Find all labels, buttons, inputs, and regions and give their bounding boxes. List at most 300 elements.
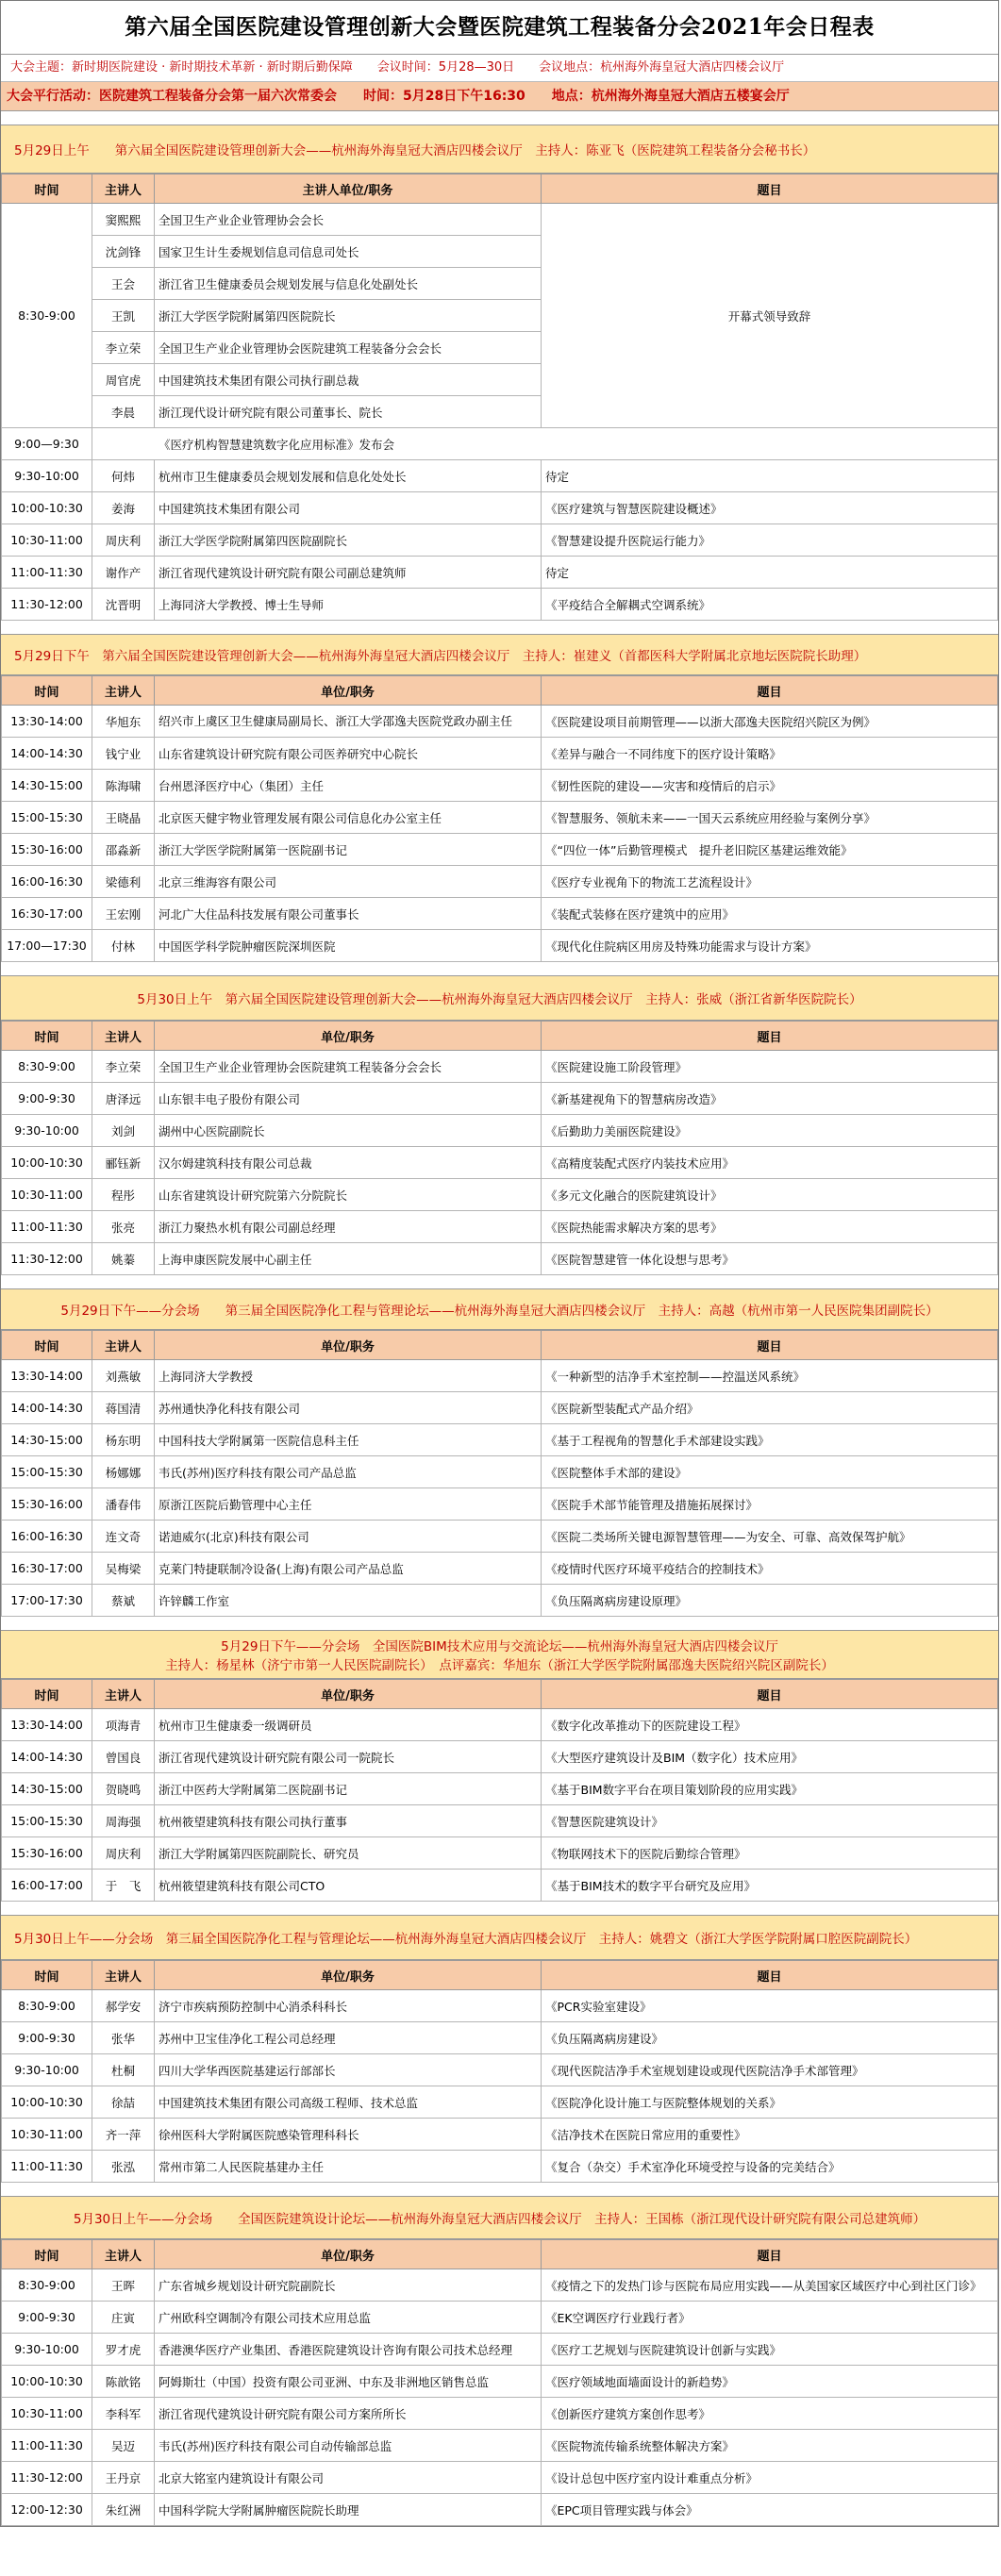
- cell-speaker: 项海青: [92, 1709, 155, 1741]
- cell-time: 16:00-16:30: [2, 1521, 92, 1553]
- cell-time: 11:00-11:30: [2, 557, 92, 589]
- cell-topic: 《疫情之下的发热门诊与医院布局应用实践——从美国家区域医疗中心到社区门诊》: [542, 2269, 998, 2302]
- cell-speaker: 蒋国清: [92, 1392, 155, 1424]
- table-row: [2, 204, 998, 236]
- table-header-row: [2, 175, 998, 204]
- cell-affiliation: 原浙江医院后勤管理中心主任: [155, 1488, 542, 1521]
- table-row: [2, 524, 998, 557]
- cell-time: 14:30-15:00: [2, 770, 92, 802]
- session-table: [1, 2239, 998, 2526]
- cell-affiliation: 许锌麟工作室: [155, 1585, 542, 1617]
- cell-speaker: 曾国良: [92, 1741, 155, 1773]
- cell-affiliation: 浙江现代设计研究院有限公司董事长、院长: [155, 396, 542, 428]
- table-header-row: [2, 2240, 998, 2269]
- cell-affiliation: 杭州筱望建筑科技有限公司执行董事: [155, 1805, 542, 1837]
- cell-affiliation: 山东银丰电子股份有限公司: [155, 1083, 542, 1115]
- header-topic: 题目: [542, 1680, 998, 1709]
- table-row: [2, 1424, 998, 1456]
- cell-speaker: 王晖: [92, 2269, 155, 2302]
- cell-speaker: 潘春伟: [92, 1488, 155, 1521]
- cell-speaker: 周官虎: [92, 364, 155, 396]
- session-banner: [1, 1630, 998, 1679]
- cell-speaker: 陈海啸: [92, 770, 155, 802]
- cell-speaker: 吴梅梁: [92, 1553, 155, 1585]
- conference-theme-line: 大会主题：新时期医院建设 · 新时期技术革新 · 新时期后勤保障 会议时间：5月28—30日 会议地点：杭州海外海皇冠大酒店四楼会议厅: [1, 55, 998, 82]
- table-header-row: [2, 1961, 998, 1990]
- table-row: [2, 706, 998, 738]
- cell-topic: 《物联网技术下的医院后勤综合管理》: [542, 1837, 998, 1870]
- cell-affiliation: 上海同济大学教授、博士生导师: [155, 589, 542, 621]
- table-row: [2, 2054, 998, 2086]
- cell-topic: 《医院净化设计施工与医院整体规划的关系》: [542, 2086, 998, 2119]
- table-row: [2, 1870, 998, 1902]
- cell-speaker: 杨东明: [92, 1424, 155, 1456]
- cell-speaker: 刘燕敏: [92, 1360, 155, 1392]
- table-row: [2, 428, 998, 460]
- header-affiliation: 单位/职务: [155, 1680, 542, 1709]
- table-row: [2, 557, 998, 589]
- cell-topic: 《医院手术部节能管理及措施拓展探讨》: [542, 1488, 998, 1521]
- cell-speaker: 周庆利: [92, 524, 155, 557]
- cell-topic: 《“四位一体”后勤管理模式 提升老旧院区基建运维效能》: [542, 834, 998, 866]
- header-time: 时间: [2, 1022, 92, 1051]
- cell-affiliation: 浙江省现代建筑设计研究院有限公司一院院长: [155, 1741, 542, 1773]
- cell-speaker: 姜海: [92, 492, 155, 524]
- header-speaker: 主讲人: [92, 1331, 155, 1360]
- cell-topic: 《医疗领域地面墙面设计的新趋势》: [542, 2366, 998, 2398]
- table-header-row: [2, 676, 998, 706]
- cell-speaker: 李立荣: [92, 332, 155, 364]
- cell-affiliation: 台州恩泽医疗中心（集团）主任: [155, 770, 542, 802]
- cell-time: 13:30-14:00: [2, 1709, 92, 1741]
- cell-topic: 《医疗专业视角下的物流工艺流程设计》: [542, 866, 998, 898]
- cell-time: 14:00-14:30: [2, 738, 92, 770]
- table-row: [2, 1709, 998, 1741]
- cell-speaker: 朱红洲: [92, 2494, 155, 2526]
- cell-topic: 《新基建视角下的智慧病房改造》: [542, 1083, 998, 1115]
- cell-speaker: 沈晋明: [92, 589, 155, 621]
- cell-affiliation: 杭州筱望建筑科技有限公司CTO: [155, 1870, 542, 1902]
- cell-time: 15:00-15:30: [2, 1805, 92, 1837]
- cell-topic: 《医院二类场所关键电源智慧管理——为安全、可靠、高效保驾护航》: [542, 1521, 998, 1553]
- cell-affiliation: 杭州市卫生健康委员会规划发展和信息化处处长: [155, 460, 542, 492]
- section-spacer: [1, 2183, 998, 2196]
- cell-speaker: 于 飞: [92, 1870, 155, 1902]
- cell-affiliation: 全国卫生产业企业管理协会会长: [155, 204, 542, 236]
- cell-speaker: 周庆利: [92, 1837, 155, 1870]
- cell-speaker: 周海强: [92, 1805, 155, 1837]
- cell-time: 13:30-14:00: [2, 706, 92, 738]
- cell-speaker: 刘剑: [92, 1115, 155, 1147]
- session-banner-line: 5月29日下午 第六届全国医院建设管理创新大会——杭州海外海皇冠大酒店四楼会议厅 主持人：崔建义（首都医科大学附属北京地坛医院院长助理）: [14, 649, 867, 664]
- cell-affiliation: 全国卫生产业企业管理协会医院建筑工程装备分会会长: [155, 1051, 542, 1083]
- cell-topic: 《基于BIM技术的数字平台研究及应用》: [542, 1870, 998, 1902]
- session-table: [1, 1679, 998, 1902]
- header-topic: 题目: [542, 1961, 998, 1990]
- cell-time: 16:30-17:00: [2, 1553, 92, 1585]
- header-affiliation: 单位/职务: [155, 2240, 542, 2269]
- cell-time: 9:00-9:30: [2, 2022, 92, 2054]
- header-topic: 题目: [542, 676, 998, 706]
- cell-speaker: 窦熙熙: [92, 204, 155, 236]
- session-table: [1, 675, 998, 962]
- cell-topic: 《数字化改革推动下的医院建设工程》: [542, 1709, 998, 1741]
- section-spacer: [1, 1902, 998, 1915]
- session-banner: [1, 975, 998, 1021]
- header-affiliation: 单位/职务: [155, 1022, 542, 1051]
- cell-topic: 《大型医疗建筑设计及BIM（数字化）技术应用》: [542, 1741, 998, 1773]
- cell-affiliation: 山东省建筑设计研究院有限公司医养研究中心院长: [155, 738, 542, 770]
- cell-speaker: 谢作产: [92, 557, 155, 589]
- cell-affiliation: 杭州市卫生健康委一级调研员: [155, 1709, 542, 1741]
- cell-topic: 《差异与融合一不同纬度下的医疗设计策略》: [542, 738, 998, 770]
- cell-speaker: 庄寅: [92, 2302, 155, 2334]
- cell-affiliation: 中国医学科学院肿瘤医院深圳医院: [155, 930, 542, 962]
- cell-affiliation: 全国卫生产业企业管理协会医院建筑工程装备分会会长: [155, 332, 542, 364]
- table-row: [2, 589, 998, 621]
- cell-time: 16:30-17:00: [2, 898, 92, 930]
- table-row: [2, 1990, 998, 2022]
- header-time: 时间: [2, 2240, 92, 2269]
- cell-affiliation: 浙江力聚热水机有限公司副总经理: [155, 1211, 542, 1243]
- cell-topic: 《洁净技术在医院日常应用的重要性》: [542, 2119, 998, 2151]
- cell-affiliation: 韦氏(苏州)医疗科技有限公司自动传输部总监: [155, 2430, 542, 2462]
- cell-time: 10:00-10:30: [2, 492, 92, 524]
- table-row: [2, 1083, 998, 1115]
- cell-topic: 《装配式装修在医疗建筑中的应用》: [542, 898, 998, 930]
- cell-topic: 《创新医疗建筑方案创作思考》: [542, 2398, 998, 2430]
- cell-topic: 《现代医院洁净手术室规划建设或现代医院洁净手术部管理》: [542, 2054, 998, 2086]
- cell-affiliation: 苏州通快净化科技有限公司: [155, 1392, 542, 1424]
- section-spacer: [1, 1617, 998, 1630]
- cell-topic: 《一种新型的洁净手术室控制——控温送风系统》: [542, 1360, 998, 1392]
- cell-topic: 《韧性医院的建设——灾害和疫情后的启示》: [542, 770, 998, 802]
- cell-affiliation: 广州欧科空调制冷有限公司技术应用总监: [155, 2302, 542, 2334]
- session-table: [1, 1330, 998, 1617]
- cell-time: 15:30-16:00: [2, 1837, 92, 1870]
- cell-time: 14:00-14:30: [2, 1741, 92, 1773]
- cell-topic: 待定: [542, 557, 998, 589]
- header-speaker: 主讲人: [92, 2240, 155, 2269]
- table-row: [2, 1805, 998, 1837]
- cell-speaker: 徐喆: [92, 2086, 155, 2119]
- table-row: [2, 1741, 998, 1773]
- table-row: [2, 2119, 998, 2151]
- cell-speaker: 何炜: [92, 460, 155, 492]
- cell-topic: 《设计总包中医疗室内设计难重点分析》: [542, 2462, 998, 2494]
- cell-speaker: 王晓晶: [92, 802, 155, 834]
- section-spacer: [1, 1275, 998, 1288]
- cell-time: 9:30-10:00: [2, 1115, 92, 1147]
- header-affiliation: 单位/职务: [155, 1331, 542, 1360]
- cell-affiliation: 中国建筑技术集团有限公司执行副总裁: [155, 364, 542, 396]
- cell-time: 16:00-17:00: [2, 1870, 92, 1902]
- cell-time: 11:00-11:30: [2, 2151, 92, 2183]
- cell-span-topic: 《医疗机构智慧建筑数字化应用标准》发布会: [92, 428, 998, 460]
- cell-speaker: 程彤: [92, 1179, 155, 1211]
- cell-topic: 《医院建设项目前期管理——以浙大邵逸夫医院绍兴院区为例》: [542, 706, 998, 738]
- parallel-activity-line: 大会平行活动：医院建筑工程装备分会第一届六次常委会 时间：5月28日下午16:30 地点：杭州海外海皇冠大酒店五楼宴会厅: [1, 82, 998, 111]
- cell-time: 11:00-11:30: [2, 2430, 92, 2462]
- cell-affiliation: 湖州中心医院副院长: [155, 1115, 542, 1147]
- table-row: [2, 1179, 998, 1211]
- table-row: [2, 802, 998, 834]
- cell-speaker: 付林: [92, 930, 155, 962]
- header-speaker: 主讲人: [92, 1961, 155, 1990]
- cell-speaker: 华旭东: [92, 706, 155, 738]
- header-affiliation: 单位/职务: [155, 676, 542, 706]
- cell-topic: 《疫情时代医疗环境平疫结合的控制技术》: [542, 1553, 998, 1585]
- table-row: [2, 1115, 998, 1147]
- cell-speaker: 王丹京: [92, 2462, 155, 2494]
- cell-speaker: 王会: [92, 268, 155, 300]
- cell-topic: 《负压隔离病房建设》: [542, 2022, 998, 2054]
- cell-time: 15:30-16:00: [2, 1488, 92, 1521]
- section-spacer: [1, 621, 998, 634]
- session-banner-line: 主持人：杨星林（济宁市第一人民医院副院长） 点评嘉宾：华旭东（浙江大学医学院附属邵逸夫医院绍兴院区副院长）: [165, 1658, 834, 1673]
- cell-topic: 《负压隔离病房建设原理》: [542, 1585, 998, 1617]
- cell-time: 17:00-17:30: [2, 1585, 92, 1617]
- table-row: [2, 738, 998, 770]
- table-row: [2, 866, 998, 898]
- table-row: [2, 1147, 998, 1179]
- session-banner: [1, 1288, 998, 1330]
- cell-affiliation: 苏州中卫宝佳净化工程公司总经理: [155, 2022, 542, 2054]
- table-row: [2, 1521, 998, 1553]
- cell-time: 10:30-11:00: [2, 524, 92, 557]
- cell-time: 11:30-12:00: [2, 1243, 92, 1275]
- session-sections: [1, 111, 998, 2526]
- cell-affiliation: 浙江中医药大学附属第二医院副书记: [155, 1773, 542, 1805]
- cell-speaker: 姚蓁: [92, 1243, 155, 1275]
- cell-speaker: 李立荣: [92, 1051, 155, 1083]
- cell-topic: 《医疗工艺规划与医院建筑设计创新与实践》: [542, 2334, 998, 2366]
- cell-speaker: 张华: [92, 2022, 155, 2054]
- cell-topic: 《医院智慧建管一体化设想与思考》: [542, 1243, 998, 1275]
- cell-affiliation: 浙江大学医学院附属第四医院副院长: [155, 524, 542, 557]
- cell-affiliation: 中国科学院大学附属肿瘤医院院长助理: [155, 2494, 542, 2526]
- cell-speaker: 李科军: [92, 2398, 155, 2430]
- cell-affiliation: 浙江大学医学院附属第一医院副书记: [155, 834, 542, 866]
- table-row: [2, 2302, 998, 2334]
- table-row: [2, 2494, 998, 2526]
- cell-affiliation: 广东省城乡规划设计研究院副院长: [155, 2269, 542, 2302]
- cell-affiliation: 济宁市疾病预防控制中心消杀科科长: [155, 1990, 542, 2022]
- cell-affiliation: 四川大学华西医院基建运行部部长: [155, 2054, 542, 2086]
- cell-topic: 待定: [542, 460, 998, 492]
- cell-affiliation: 韦氏(苏州)医疗科技有限公司产品总监: [155, 1456, 542, 1488]
- cell-topic: 《医院建设施工阶段管理》: [542, 1051, 998, 1083]
- cell-time: 10:30-11:00: [2, 2398, 92, 2430]
- table-row: [2, 1773, 998, 1805]
- cell-time: 10:00-10:30: [2, 2366, 92, 2398]
- session-banner-line: 5月29日下午——分会场 全国医院BIM技术应用与交流论坛——杭州海外海皇冠大酒店四楼会议厅: [221, 1639, 778, 1654]
- cell-topic: 《智慧建设提升医院运行能力》: [542, 524, 998, 557]
- table-header-row: [2, 1680, 998, 1709]
- table-row: [2, 930, 998, 962]
- table-row: [2, 2430, 998, 2462]
- cell-affiliation: 上海申康医院发展中心副主任: [155, 1243, 542, 1275]
- table-row: [2, 492, 998, 524]
- cell-affiliation: 山东省建筑设计研究院第六分院院长: [155, 1179, 542, 1211]
- cell-speaker: 蔡斌: [92, 1585, 155, 1617]
- table-row: [2, 1456, 998, 1488]
- cell-speaker: 贺晓鸣: [92, 1773, 155, 1805]
- table-row: [2, 1051, 998, 1083]
- header-topic: 题目: [542, 1022, 998, 1051]
- table-row: [2, 1243, 998, 1275]
- cell-speaker: 杜桐: [92, 2054, 155, 2086]
- session-banner-line: 5月30日上午 第六届全国医院建设管理创新大会——杭州海外海皇冠大酒店四楼会议厅 主持人：张威（浙江省新华医院院长）: [137, 992, 862, 1007]
- header-speaker: 主讲人: [92, 676, 155, 706]
- cell-affiliation: 常州市第二人民医院基建办主任: [155, 2151, 542, 2183]
- table-row: [2, 2269, 998, 2302]
- table-header-row: [2, 1022, 998, 1051]
- table-row: [2, 1837, 998, 1870]
- cell-topic: 《医院整体手术部的建设》: [542, 1456, 998, 1488]
- cell-speaker: 陈歆铭: [92, 2366, 155, 2398]
- cell-time: 14:30-15:00: [2, 1773, 92, 1805]
- cell-speaker: 梁德利: [92, 866, 155, 898]
- header-speaker: 主讲人: [92, 175, 155, 204]
- header-time: 时间: [2, 676, 92, 706]
- table-row: [2, 2086, 998, 2119]
- cell-affiliation: 中国建筑技术集团有限公司高级工程师、技术总监: [155, 2086, 542, 2119]
- cell-topic: 《医疗建筑与智慧医院建设概述》: [542, 492, 998, 524]
- header-topic: 题目: [542, 175, 998, 204]
- cell-time: 9:00-9:30: [2, 1083, 92, 1115]
- cell-speaker: 齐一萍: [92, 2119, 155, 2151]
- cell-time: 9:30-10:00: [2, 2054, 92, 2086]
- cell-time: 8:30-9:00: [2, 1051, 92, 1083]
- session-banner: [1, 125, 998, 174]
- header-time: 时间: [2, 175, 92, 204]
- session-table: [1, 174, 998, 621]
- cell-time: 11:00-11:30: [2, 1211, 92, 1243]
- cell-speaker: 郝学安: [92, 1990, 155, 2022]
- session-banner-line: 5月29日下午——分会场 第三届全国医院净化工程与管理论坛——杭州海外海皇冠大酒店四楼会议厅 主持人：高越（杭州市第一人民医院集团副院长）: [60, 1304, 939, 1319]
- table-row: [2, 460, 998, 492]
- cell-time: 12:00-12:30: [2, 2494, 92, 2526]
- table-row: [2, 2022, 998, 2054]
- cell-affiliation: 汉尔姆建筑科技有限公司总裁: [155, 1147, 542, 1179]
- cell-affiliation: 国家卫生计生委规划信息司信息司处长: [155, 236, 542, 268]
- cell-affiliation: 中国科技大学附属第一医院信息科主任: [155, 1424, 542, 1456]
- cell-time: 8:30-9:00: [2, 204, 92, 428]
- cell-affiliation: 徐州医科大学附属医院感染管理科科长: [155, 2119, 542, 2151]
- session-banner-line: 5月29日上午 第六届全国医院建设管理创新大会——杭州海外海皇冠大酒店四楼会议厅 主持人：陈亚飞（医院建筑工程装备分会秘书长）: [14, 143, 816, 158]
- section-spacer: [1, 111, 998, 125]
- cell-time: 9:00—9:30: [2, 428, 92, 460]
- header-speaker: 主讲人: [92, 1022, 155, 1051]
- session-table: [1, 1960, 998, 2183]
- cell-time: 13:30-14:00: [2, 1360, 92, 1392]
- table-row: [2, 2366, 998, 2398]
- cell-affiliation: 中国建筑技术集团有限公司: [155, 492, 542, 524]
- cell-time: 10:30-11:00: [2, 2119, 92, 2151]
- cell-affiliation: 河北广大住品科技发展有限公司董事长: [155, 898, 542, 930]
- cell-topic: 《现代化住院病区用房及特殊功能需求与设计方案》: [542, 930, 998, 962]
- header-affiliation: 单位/职务: [155, 1961, 542, 1990]
- cell-affiliation: 浙江省现代建筑设计研究院有限公司方案所所长: [155, 2398, 542, 2430]
- cell-topic: 《医院新型装配式产品介绍》: [542, 1392, 998, 1424]
- cell-topic: 《智慧服务、领航未来——一国天云系统应用经验与案例分享》: [542, 802, 998, 834]
- cell-speaker: 沈剑锋: [92, 236, 155, 268]
- session-banner: [1, 634, 998, 675]
- cell-topic: 《医院热能需求解决方案的思考》: [542, 1211, 998, 1243]
- cell-topic: 《PCR实验室建设》: [542, 1990, 998, 2022]
- session-banner-line: 5月30日上午——分会场 全国医院建筑设计论坛——杭州海外海皇冠大酒店四楼会议厅 主持人：王国栋（浙江现代设计研究院有限公司总建筑师）: [73, 2212, 926, 2227]
- header-affiliation: 主讲人单位/职务: [155, 175, 542, 204]
- cell-time: 9:30-10:00: [2, 460, 92, 492]
- cell-time: 17:00—17:30: [2, 930, 92, 962]
- cell-speaker: 张亮: [92, 1211, 155, 1243]
- table-row: [2, 1585, 998, 1617]
- table-row: [2, 770, 998, 802]
- table-row: [2, 1392, 998, 1424]
- table-row: [2, 1488, 998, 1521]
- cell-topic: 《基于BIM数字平台在项目策划阶段的应用实践》: [542, 1773, 998, 1805]
- cell-speaker: 连文奇: [92, 1521, 155, 1553]
- cell-affiliation: 绍兴市上虞区卫生健康局副局长、浙江大学邵逸夫医院党政办副主任: [155, 706, 542, 738]
- cell-affiliation: 诺迪威尔(北京)科技有限公司: [155, 1521, 542, 1553]
- cell-speaker: 王凯: [92, 300, 155, 332]
- cell-topic: 《EPC项目管理实践与体会》: [542, 2494, 998, 2526]
- cell-time: 15:30-16:00: [2, 834, 92, 866]
- cell-topic: 《高精度装配式医疗内装技术应用》: [542, 1147, 998, 1179]
- cell-topic: 《多元文化融合的医院建筑设计》: [542, 1179, 998, 1211]
- cell-affiliation: 香港澳华医疗产业集团、香港医院建筑设计咨询有限公司技术总经理: [155, 2334, 542, 2366]
- cell-speaker: 唐泽远: [92, 1083, 155, 1115]
- table-row: [2, 2151, 998, 2183]
- table-row: [2, 834, 998, 866]
- table-row: [2, 1211, 998, 1243]
- cell-time: 16:00-16:30: [2, 866, 92, 898]
- cell-time: 15:00-15:30: [2, 1456, 92, 1488]
- cell-topic: 《基于工程视角的智慧化手术部建设实践》: [542, 1424, 998, 1456]
- cell-time: 11:30-12:00: [2, 2462, 92, 2494]
- cell-time: 11:30-12:00: [2, 589, 92, 621]
- cell-speaker: 吴迈: [92, 2430, 155, 2462]
- cell-speaker: 罗才虎: [92, 2334, 155, 2366]
- cell-affiliation: 北京三维海容有限公司: [155, 866, 542, 898]
- session-table: [1, 1021, 998, 1275]
- cell-affiliation: 北京大铭室内建筑设计有限公司: [155, 2462, 542, 2494]
- cell-time: 14:00-14:30: [2, 1392, 92, 1424]
- table-row: [2, 898, 998, 930]
- cell-topic: 《智慧医院建筑设计》: [542, 1805, 998, 1837]
- cell-speaker: 张泓: [92, 2151, 155, 2183]
- section-spacer: [1, 962, 998, 975]
- header-topic: 题目: [542, 1331, 998, 1360]
- table-row: [2, 2398, 998, 2430]
- cell-time: 10:30-11:00: [2, 1179, 92, 1211]
- cell-time: 8:30-9:00: [2, 1990, 92, 2022]
- cell-time: 9:30-10:00: [2, 2334, 92, 2366]
- cell-time: 9:00-9:30: [2, 2302, 92, 2334]
- cell-affiliation: 浙江大学附属第四医院副院长、研究员: [155, 1837, 542, 1870]
- cell-topic: 《后勤助力美丽医院建设》: [542, 1115, 998, 1147]
- cell-time: 15:00-15:30: [2, 802, 92, 834]
- header-time: 时间: [2, 1680, 92, 1709]
- header-time: 时间: [2, 1331, 92, 1360]
- cell-topic: 《医院物流传输系统整体解决方案》: [542, 2430, 998, 2462]
- cell-speaker: 王宏刚: [92, 898, 155, 930]
- cell-speaker: 李晨: [92, 396, 155, 428]
- cell-speaker: 郦钰新: [92, 1147, 155, 1179]
- cell-time: 14:30-15:00: [2, 1424, 92, 1456]
- cell-affiliation: 浙江大学医学院附属第四医院院长: [155, 300, 542, 332]
